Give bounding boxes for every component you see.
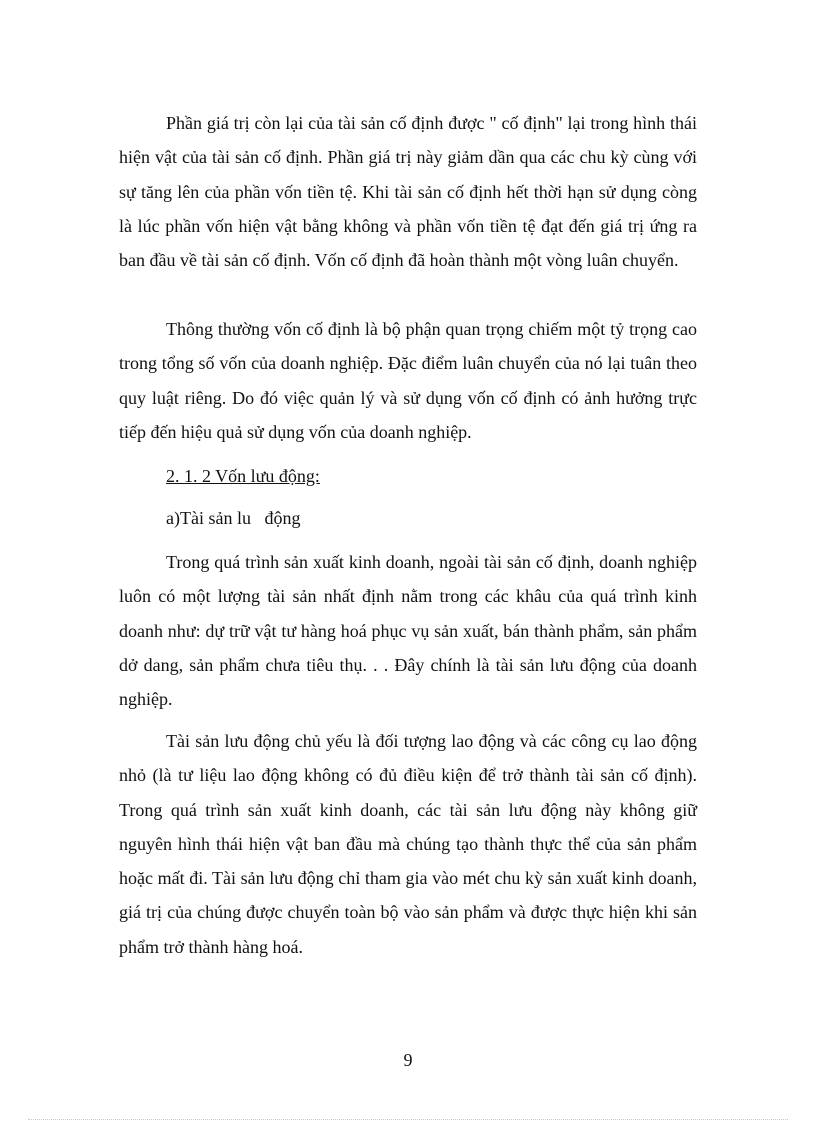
paragraph-text: Trong quá trình sản xuất kinh doanh, ngoài tài sản cố định, doanh nghiệp luôn có một lượng tài sản nhất định nằm trong các khâu của quá trình kinh doanh như: dự trữ vật tư hàng hoá phục vụ sản xuất, bán thành phẩm, sản phẩm dở dang, sản phẩm chưa tiêu thụ. . . Đây chính là tài sản lưu động của doanh nghiệp. [119,552,697,710]
paragraph-current-assets-characteristics [119,724,697,964]
paragraph-fixed-capital-importance [119,312,697,449]
paragraph-text: Phần giá trị còn lại của tài sản cố định được " cố định" lại trong hình thái hiện vật của tài sản cố định. Phần giá trị này giảm dần qua các chu kỳ cùng với sự tăng lên của phần vốn tiền tệ. Khi tài sản cố định hết thời hạn sử dụng còng là lúc phần vốn hiện vật bằng không và phần vốn tiền tệ đạt đến giá trị ứng ra ban đầu về tài sản cố định. Vốn cố định đã hoàn thành một vòng luân chuyển. [119,113,697,271]
paragraph-text: Thông thường vốn cố định là bộ phận quan trọng chiếm một tỷ trọng cao trong tổng số vốn của doanh nghiệp. Đặc điểm luân chuyển của nó lại tuân theo quy luật riêng. Do đó việc quản lý và sử dụng vốn cố định có ảnh hưởng trực tiếp đến hiệu quả sử dụng vốn của doanh nghiệp. [119,319,697,442]
paragraph-current-assets-definition [119,545,697,716]
paragraph-fixed-capital-residual [119,106,697,277]
section-heading: 2. 1. 2 Vốn lưu động: [166,466,320,486]
page-number: 9 [403,1050,413,1070]
paragraph-text: Tài sản lưu động chủ yếu là đối tượng lao động và các công cụ lao động nhỏ (là tư liệu lao động không có đủ điều kiện để trở thành tài sản cố định). Trong quá trình sản xuất kinh doanh, các tài sản lưu động này không giữ nguyên hình thái hiện vật ban đầu mà chúng tạo thành thực thể của sản phẩm hoặc mất đi. Tài sản lưu động chỉ tham gia vào mét chu kỳ sản xuất kinh doanh, giá trị của chúng được chuyển toàn bộ vào sản phẩm và được thực hiện khi sản phẩm trở thành hàng hoá. [119,731,697,957]
page-bottom-divider [28,1119,788,1120]
subsection-heading: a)Tài sản lu động [166,508,301,528]
